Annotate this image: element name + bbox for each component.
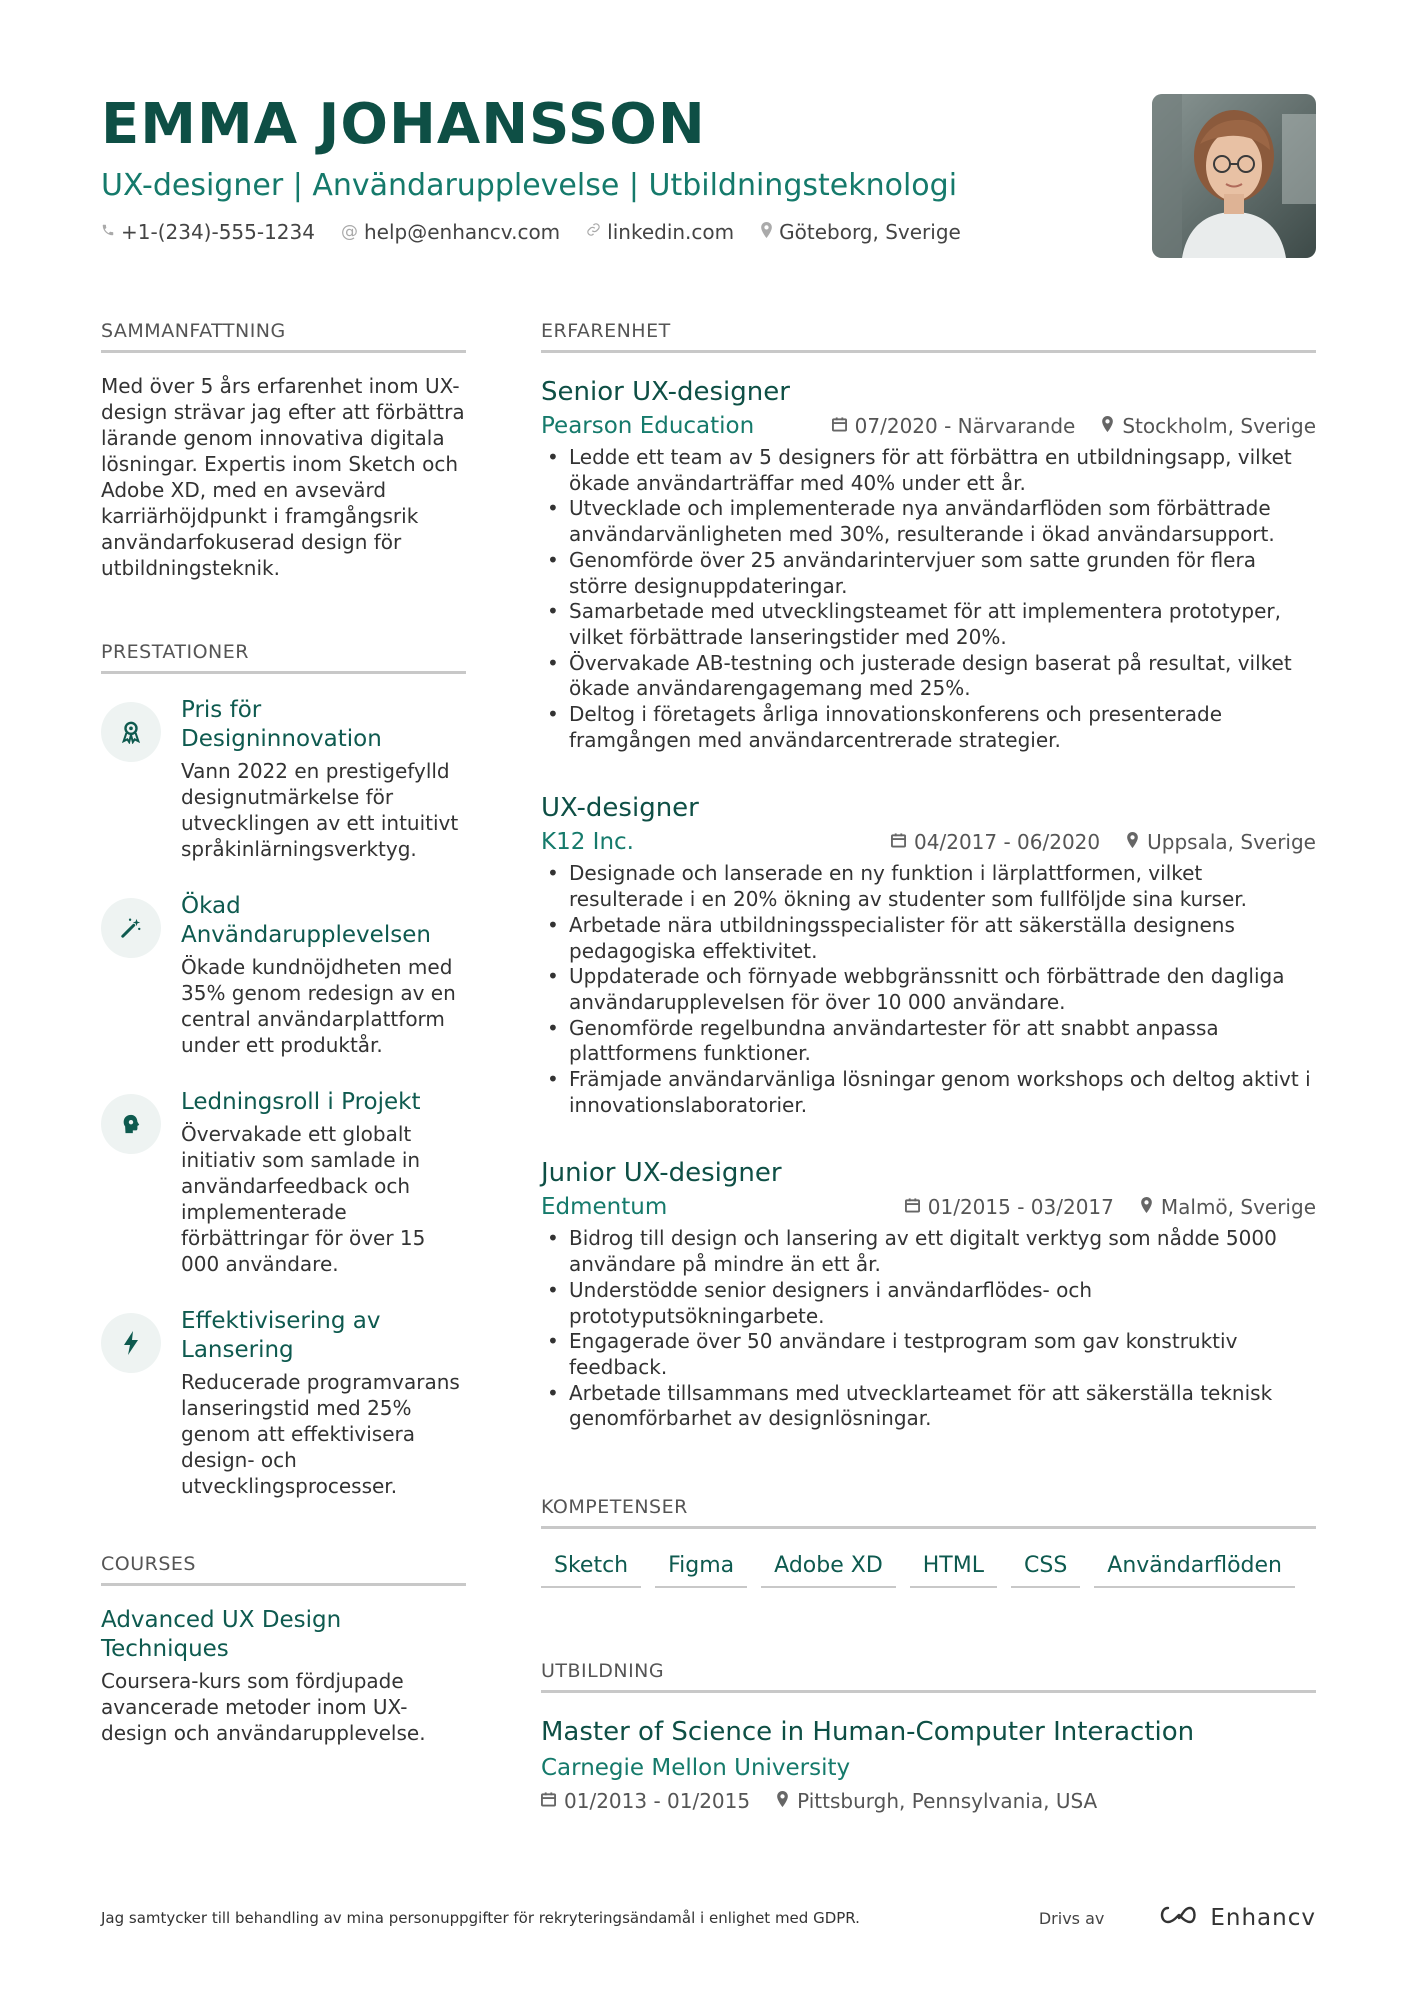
list-item: • Arbetade nära utbildningsspecialister för att säkerställa designens pedagogiska effektivitet.	[541, 913, 1316, 964]
profile-photo	[1152, 94, 1316, 258]
course-desc: Coursera-kurs som fördjupade avancerade metoder inom UX-design och användarupplevelse.	[101, 1669, 426, 1745]
achievement-desc: Övervakade ett globalt initiativ som samlade in användarfeedback och implementerade förbättringar för över 15 000 användare.	[181, 1122, 426, 1276]
achievement-item	[101, 696, 466, 862]
achievement-title: Ledningsroll i Projekt	[181, 1089, 421, 1115]
contact-email[interactable]	[341, 220, 560, 244]
gdpr-consent-text: Jag samtycker till behandling av mina personuppgifter för rekryteringsändamål i enlighet med GDPR.	[101, 1909, 860, 1927]
candidate-name: EMMA JOHANSSON	[101, 92, 706, 157]
list-item: • Arbetade tillsammans med utvecklarteamet för att säkerställa teknisk genomförbarhet av designlösningar.	[541, 1381, 1316, 1432]
location-pin-icon	[1126, 832, 1139, 853]
job-dates: 07/2020 - Närvarande	[854, 414, 1076, 438]
experience-heading: ERFARENHET	[541, 318, 1316, 353]
list-item: • Främjade användarvänliga lösningar genom workshops och deltog aktivt i innovationslaboratorier.	[541, 1067, 1316, 1118]
list-item: • Genomförde regelbundna användartester för att snabbt anpassa plattformens funktioner.	[541, 1016, 1316, 1067]
location-text: Göteborg, Sverige	[779, 220, 961, 244]
skill-tag: Sketch	[541, 1547, 641, 1588]
achievement-desc: Vann 2022 en prestigefylld designutmärkelse för utvecklingen av ett intuitivt språkinlärningsverktyg.	[181, 759, 459, 861]
skills-heading: KOMPETENSER	[541, 1494, 1316, 1529]
achievement-item	[101, 892, 466, 1058]
skill-tag: CSS	[1011, 1547, 1080, 1588]
infinity-logo-icon	[1156, 1904, 1202, 1932]
education-dates: 01/2013 - 01/2015	[564, 1789, 751, 1814]
skill-tag: Adobe XD	[761, 1547, 896, 1588]
skill-tag: Figma	[655, 1547, 747, 1588]
location-pin-icon	[1101, 416, 1114, 437]
list-item: • Genomförde över 25 användarintervjuer som satte grunden för flera större designuppdateringar.	[541, 548, 1316, 599]
left-column	[101, 318, 466, 1746]
job-dates: 01/2015 - 03/2017	[927, 1195, 1114, 1220]
calendar-icon	[905, 1197, 920, 1218]
course-title: Advanced UX Design Techniques	[101, 1607, 342, 1662]
summary-text: Med över 5 års erfarenhet inom UX-design strävar jag efter att förbättra lärande genom innovativa digitala lösningar. Expertis inom Sketch och Adobe XD, med en avsevärd karriärhöjdpunkt i framgångsrik användarfokuserad design för utbildningsteknik.	[101, 374, 465, 580]
courses-section	[101, 1551, 466, 1746]
location-pin-icon	[1140, 1197, 1153, 1218]
education-heading: UTBILDNING	[541, 1658, 1316, 1693]
experience-section	[541, 318, 1316, 1432]
education-location: Pittsburgh, Pennsylvania, USA	[797, 1789, 1098, 1814]
summary-section	[101, 318, 466, 581]
job-entry	[541, 375, 1316, 753]
job-location: Malmö, Sverige	[1160, 1195, 1316, 1220]
skills-list	[541, 1547, 1316, 1588]
lightning-icon	[101, 1313, 161, 1373]
footer	[101, 1904, 1316, 1932]
education-school: Carnegie Mellon University	[541, 1755, 851, 1782]
list-item: • Ledde ett team av 5 designers för att förbättra en utbildningsapp, vilket ökade användarträffar med 40% under ett år.	[541, 445, 1316, 496]
job-bullets	[541, 445, 1316, 753]
achievements-heading: PRESTATIONER	[101, 639, 466, 674]
job-location: Stockholm, Sverige	[1122, 414, 1316, 438]
linkedin-text[interactable]: linkedin.com	[607, 220, 735, 244]
job-dates: 04/2017 - 06/2020	[914, 830, 1101, 855]
education-degree: Master of Science in Human-Computer Interaction	[541, 1717, 1195, 1748]
job-company: Edmentum	[541, 1194, 668, 1221]
contact-row	[101, 220, 1321, 244]
resume-header	[101, 92, 1321, 244]
location-pin-icon	[776, 1791, 789, 1812]
email-text[interactable]: help@enhancv.com	[363, 220, 561, 244]
list-item: • Bidrog till design och lansering av ett digitalt verktyg som nådde 5000 användare på mindre än ett år.	[541, 1226, 1316, 1277]
achievement-title: Pris för Designinnovation	[181, 697, 382, 752]
achievement-title: Ökad Användarupplevelsen	[181, 893, 431, 948]
job-company: K12 Inc.	[541, 829, 634, 856]
list-item: • Utvecklade och implementerade nya användarflöden som förbättrade användarvänligheten med 30%, resulterande i ökad användarsupport.	[541, 496, 1316, 547]
location-pin-icon	[760, 222, 773, 243]
job-company: Pearson Education	[541, 413, 755, 439]
courses-heading: COURSES	[101, 1551, 466, 1586]
list-item: • Understödde senior designers i användarflödes- och prototyputsökningarbete.	[541, 1278, 1316, 1329]
phone-text: +1-(234)-555-1234	[121, 220, 315, 244]
calendar-icon	[832, 416, 847, 437]
list-item: • Deltog i företagets årliga innovationskonferens och presenterade framgången med användarcentrerade strategier.	[541, 702, 1316, 753]
summary-heading: SAMMANFATTNING	[101, 318, 466, 353]
head-gear-icon	[101, 1094, 161, 1154]
list-item: • Övervakade AB-testning och justerade design baserat på resultat, vilket ökade användarengagemang med 25%.	[541, 651, 1316, 702]
job-title: UX-designer	[541, 793, 699, 824]
job-title: Senior UX-designer	[541, 377, 790, 407]
job-location: Uppsala, Sverige	[1147, 830, 1316, 855]
contact-linkedin[interactable]	[586, 220, 734, 244]
skills-section	[541, 1494, 1316, 1588]
achievement-desc: Ökade kundnöjdheten med 35% genom redesign av en central användarplattform under ett produktår.	[181, 955, 456, 1057]
list-item: • Engagerade över 50 användare i testprogram som gav konstruktiv feedback.	[541, 1329, 1316, 1380]
achievements-section	[101, 639, 466, 1499]
calendar-icon	[541, 1791, 556, 1812]
list-item: • Samarbetade med utvecklingsteamet för att implementera prototyper, vilket förbättrade lanseringstider med 20%.	[541, 599, 1316, 650]
contact-phone	[101, 220, 315, 244]
brand-logo[interactable]	[1156, 1904, 1316, 1932]
link-icon	[586, 222, 601, 242]
job-entry	[541, 791, 1316, 1118]
education-section	[541, 1658, 1316, 1813]
powered-by-label: Drivs av	[1038, 1908, 1105, 1928]
calendar-icon	[891, 832, 906, 853]
job-bullets	[541, 861, 1316, 1118]
job-title: Junior UX-designer	[541, 1158, 782, 1189]
achievement-item	[101, 1088, 466, 1277]
right-column	[541, 318, 1316, 1813]
brand-name: Enhancv	[1210, 1905, 1316, 1931]
list-item: • Uppdaterade och förnyade webbgränssnitt och förbättrade den dagliga användarupplevelsen för över 10 000 användare.	[541, 964, 1316, 1015]
phone-icon	[101, 222, 115, 242]
list-item: • Designade och lanserade en ny funktion i lärplattformen, vilket resulterade i en 20% ökning av studenter som fullföljde sina kurser.	[541, 861, 1316, 912]
achievement-desc: Reducerade programvarans lanseringstid med 25% genom att effektivisera design- och utvecklingsprocesser.	[181, 1370, 460, 1498]
magic-wand-icon	[101, 898, 161, 958]
job-entry	[541, 1156, 1316, 1432]
achievement-title: Effektivisering av Lansering	[181, 1308, 381, 1363]
achievement-item	[101, 1307, 466, 1499]
contact-location	[760, 220, 961, 244]
skill-tag: Användarflöden	[1094, 1547, 1295, 1588]
award-icon	[101, 702, 161, 762]
at-icon: @	[340, 222, 358, 242]
skill-tag: HTML	[910, 1547, 997, 1588]
job-bullets	[541, 1226, 1316, 1432]
candidate-tagline: UX-designer | Användarupplevelse | Utbildningsteknologi	[101, 168, 958, 203]
